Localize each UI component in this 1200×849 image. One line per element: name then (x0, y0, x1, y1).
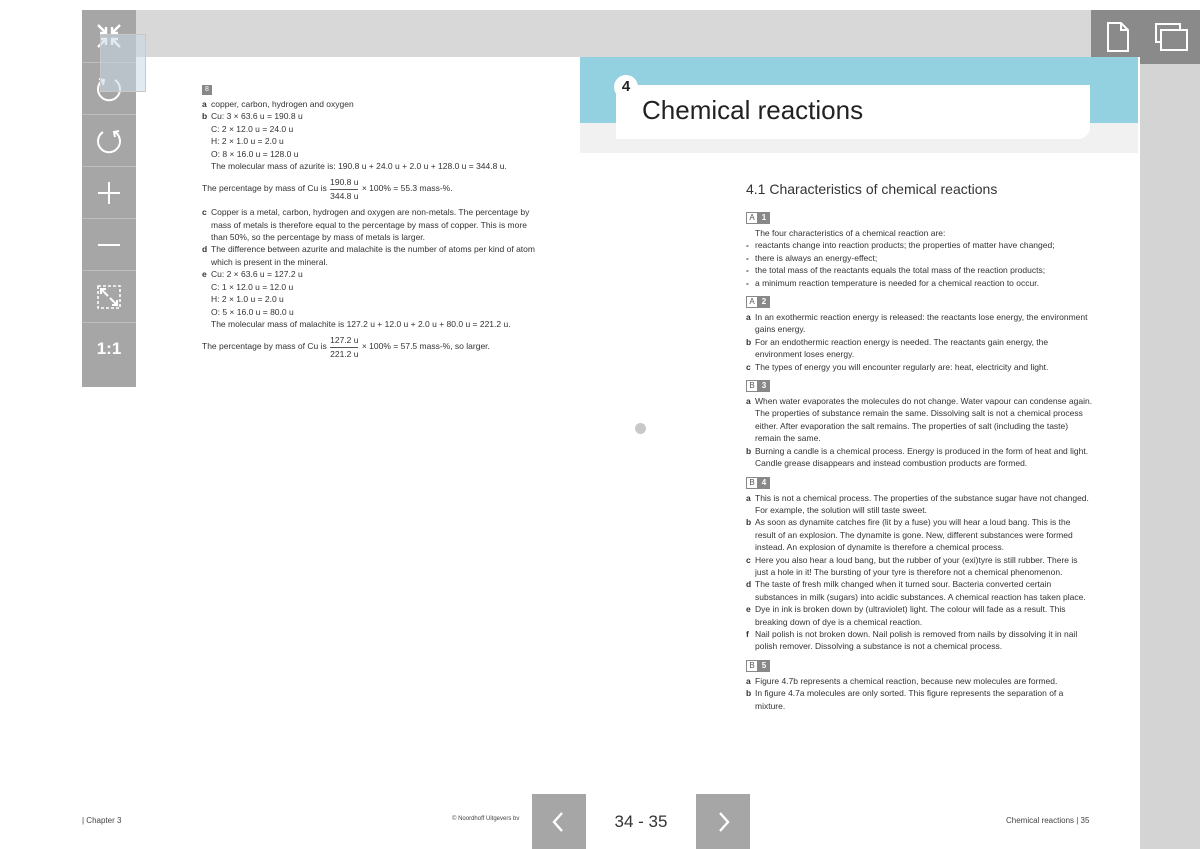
text-line (746, 554, 1106, 566)
item-marker: a (746, 312, 751, 323)
item-marker: - (746, 277, 749, 288)
item-marker: b (746, 336, 752, 347)
line-text: The difference between azurite and malachite is the number of atoms per kind of atom (211, 244, 535, 255)
text-line (746, 277, 1106, 289)
item-marker: a (202, 99, 207, 109)
text-line (746, 348, 1106, 360)
text-line (746, 504, 1106, 516)
fraction-line-1 (202, 176, 582, 202)
line-text: substances in milk (sugars) into acidic substances. A chemical reaction has taken place. (755, 591, 1086, 602)
item-marker: - (746, 252, 749, 263)
line-text: For example, the solution will still taste sweet. (755, 504, 927, 515)
double-page-icon (1154, 22, 1190, 52)
line-text: instead. An explosion of dynamite is therefore a chemical process. (755, 542, 1004, 553)
exercise-block (746, 289, 1106, 373)
line-text: In figure 4.7a molecules are only sorted. This figure represents the separation of a (755, 688, 1064, 699)
text-line (202, 135, 582, 147)
item-marker: b (746, 517, 752, 528)
text-line (746, 687, 1106, 699)
text-line (746, 361, 1106, 373)
text-line (746, 311, 1106, 323)
line-text: C: 1 × 12.0 u = 12.0 u (211, 281, 294, 292)
text-line (746, 492, 1106, 504)
line-text: The types of energy you will encounter regularly are: heat, electricity and light. (755, 361, 1049, 372)
line-text: mass of metals is therefore equal to the percentage by mass of copper. This is more (211, 219, 527, 230)
fraction-prefix: The percentage by mass of Cu is (202, 341, 327, 352)
item-marker: d (746, 579, 752, 590)
line-text: This is not a chemical process. The properties of the substance sugar have not changed. (755, 492, 1089, 503)
line-text: For an endothermic reaction energy is needed. The reactants gain energy, the (755, 336, 1049, 347)
line-text: gains energy. (755, 324, 806, 335)
item-marker: - (746, 265, 749, 276)
text-line (202, 318, 582, 330)
zoom-out-button[interactable] (82, 218, 136, 270)
text-line (746, 616, 1106, 628)
text-line (202, 219, 582, 231)
fraction-numerator: 190.8 u (330, 176, 358, 189)
page-indicator: 34 - 35 (586, 794, 696, 849)
exercise-level: B (746, 380, 758, 392)
exercise-number: 5 (758, 660, 770, 672)
fraction-numerator: 127.2 u (330, 334, 358, 347)
section-title: 4.1 Characteristics of chemical reactions (746, 181, 998, 197)
item-marker: f (746, 628, 749, 639)
fraction-prefix: The percentage by mass of Cu is (202, 183, 327, 194)
text-line (202, 123, 582, 135)
line-text: environment loses energy. (755, 349, 855, 360)
double-page-view-button[interactable] (1145, 10, 1199, 64)
text-line (746, 420, 1106, 432)
text-line (746, 675, 1106, 687)
text-line (202, 293, 582, 305)
text-line (746, 395, 1106, 407)
fraction-denominator: 221.2 u (330, 348, 359, 359)
text-line (746, 227, 1106, 239)
line-text: Cu: 2 × 63.6 u = 127.2 u (211, 269, 303, 280)
line-text: result of an explosion. The dynamite is gone. New, different substances were formed (755, 529, 1073, 540)
left-page (136, 57, 580, 792)
line-text: just a hole in it! The bursting of your tyre is therefore not a chemical phenomenon. (755, 566, 1063, 577)
right-page (580, 57, 1140, 792)
line-text: When water evaporates the molecules do not change. Water vapour can condense again. (755, 396, 1093, 407)
text-line (746, 407, 1106, 419)
text-line (202, 231, 582, 243)
line-text: The four characteristics of a chemical reaction are: (755, 228, 946, 238)
line-text: H: 2 × 1.0 u = 2.0 u (211, 136, 284, 147)
line-text: than 50%, so the percentage by mass of metals is larger. (211, 232, 426, 243)
page-thumbnail-overlay[interactable] (100, 34, 146, 92)
top-strip (82, 10, 1140, 57)
left-page-content (202, 85, 582, 364)
line-text: The molecular mass of malachite is 127.2 u + 12.0 u + 2.0 u + 80.0 u = 221.2 u. (211, 318, 511, 329)
exercise-level: B (746, 660, 758, 672)
text-line (202, 160, 582, 172)
line-text: remain the same. (755, 433, 821, 444)
exercise-level: A (746, 296, 758, 308)
line-text: As soon as dynamite catches fire (lit by a fuse) you will hear a loud bang. This is the (755, 517, 1071, 528)
line-text: reactants change into reaction products; the properties of matter have changed; (755, 240, 1055, 251)
text-line (746, 603, 1106, 615)
text-line (746, 566, 1106, 578)
item-marker: e (202, 269, 207, 280)
line-text: Dye in ink is broken down by (ultraviolet) light. The colour will fade as a result. This (755, 604, 1066, 615)
text-line (746, 541, 1106, 553)
item-marker: a (746, 492, 751, 503)
line-text: Burning a candle is a chemical process. Energy is produced in the form of heat and light. (755, 445, 1089, 456)
text-line (746, 264, 1106, 276)
text-line (746, 700, 1106, 712)
line-text: Figure 4.7b represents a chemical reaction, because new molecules are formed. (755, 675, 1058, 686)
spine-marker (635, 423, 646, 434)
exercise-level: A (746, 212, 758, 224)
text-line (202, 98, 582, 110)
exercise-number: 3 (758, 380, 770, 392)
item-marker: c (746, 554, 751, 565)
line-text: copper, carbon, hydrogen and oxygen (211, 99, 354, 109)
fraction (330, 176, 358, 202)
item-marker: b (746, 445, 752, 456)
text-line (202, 306, 582, 318)
line-text: either. After evaporation the salt remains. The properties of salt (including the taste) (755, 420, 1069, 431)
actual-size-label: 1:1 (96, 338, 122, 358)
text-line (746, 529, 1106, 541)
chevron-right-icon (713, 810, 733, 834)
chapter-title: Chemical reactions (642, 95, 864, 125)
line-text: Candle grease disappears and instead combustion products are formed. (755, 458, 1028, 469)
exercise-badge: 8 (202, 85, 212, 95)
rotate-cw-icon (94, 126, 124, 156)
exercise-block (746, 205, 1106, 289)
text-line (746, 516, 1106, 528)
line-text: polish remover. Dissolving a substance is not a chemical process. (755, 641, 1003, 652)
text-line (746, 578, 1106, 590)
line-text: the total mass of the reactants equals the total mass of the reaction products; (755, 265, 1046, 276)
text-line (746, 457, 1106, 469)
item-marker: b (202, 111, 208, 122)
plus-icon (95, 179, 123, 207)
fraction (330, 334, 358, 360)
minus-icon (95, 231, 123, 259)
line-text: Copper is a metal, carbon, hydrogen and oxygen are non-metals. The percentage by (211, 207, 530, 218)
chevron-left-icon (549, 810, 569, 834)
chapter-number: 4 (614, 75, 638, 99)
text-line (746, 252, 1106, 264)
text-line (746, 336, 1106, 348)
text-line (202, 110, 582, 122)
line-text: O: 5 × 16.0 u = 80.0 u (211, 306, 294, 317)
line-text: The properties of substance remain the same. Dissolving salt is not a chemical process (755, 408, 1083, 419)
line-text: The taste of fresh milk changed when it turned sour. Bacteria converted certain (755, 579, 1052, 590)
text-line (202, 243, 582, 255)
exercise-block (746, 373, 1106, 469)
item-marker: a (746, 675, 751, 686)
line-text: mixture. (755, 700, 786, 711)
exercise-badge (746, 380, 770, 392)
right-page-content (746, 181, 1106, 712)
text-line (746, 640, 1106, 652)
exercise-level: B (746, 477, 758, 489)
item-marker: a (746, 396, 751, 407)
single-page-icon (1105, 21, 1131, 53)
line-text: which is present in the mineral. (211, 256, 328, 267)
actual-size-button[interactable] (82, 322, 136, 374)
line-text: a minimum reaction temperature is needed for a chemical reaction to occur. (755, 277, 1039, 288)
fit-to-page-icon (95, 283, 123, 311)
text-line (746, 591, 1106, 603)
text-line (746, 432, 1106, 444)
footer-copyright: © Noordhoff Uitgevers bv (452, 816, 520, 822)
line-text: C: 2 × 12.0 u = 24.0 u (211, 123, 294, 134)
fraction-suffix: × 100% = 57.5 mass-%, so larger. (361, 341, 490, 352)
exercise-block (746, 470, 1106, 653)
item-marker: e (746, 604, 751, 615)
line-text: breaking down of dye is a chemical reaction. (755, 616, 923, 627)
fraction-suffix: × 100% = 55.3 mass-%. (361, 183, 453, 194)
previous-page-button[interactable] (532, 794, 586, 849)
text-line (746, 628, 1106, 640)
text-line (746, 323, 1106, 335)
line-text: Nail polish is not broken down. Nail polish is removed from nails by dissolving it in nail (755, 628, 1078, 639)
single-page-view-button[interactable] (1091, 10, 1145, 64)
exercise-badge (746, 212, 770, 224)
line-text: In an exothermic reaction energy is released: the reactants lose energy, the environment (755, 312, 1088, 323)
item-marker: b (746, 688, 752, 699)
text-line (746, 239, 1106, 251)
item-marker: d (202, 244, 208, 255)
exercise-number: 4 (758, 477, 770, 489)
fraction-line-2 (202, 334, 582, 360)
zoom-in-button[interactable] (82, 166, 136, 218)
text-line (202, 148, 582, 160)
exercise-badge (746, 477, 770, 489)
rotate-clockwise-button[interactable] (82, 114, 136, 166)
exercise-badge (746, 660, 770, 672)
fraction-denominator: 344.8 u (330, 190, 359, 201)
right-panel (1140, 10, 1200, 849)
fit-page-button[interactable] (82, 270, 136, 322)
line-text: O: 8 × 16.0 u = 128.0 u (211, 148, 299, 159)
exercise-number: 1 (758, 212, 770, 224)
line-text: H: 2 × 1.0 u = 2.0 u (211, 294, 284, 305)
line-text: there is always an energy-effect; (755, 252, 878, 263)
exercise-badge (746, 296, 770, 308)
item-marker: c (746, 361, 751, 372)
item-marker: - (746, 240, 749, 251)
text-line (202, 206, 582, 218)
text-line (746, 445, 1106, 457)
footer-chapter-label: | Chapter 3 (82, 816, 122, 825)
text-line (202, 281, 582, 293)
view-mode-buttons (1091, 10, 1200, 64)
text-line (202, 256, 582, 268)
exercise-number: 2 (758, 296, 770, 308)
exercise-block (746, 653, 1106, 712)
line-text: The molecular mass of azurite is: 190.8 u + 24.0 u + 2.0 u + 128.0 u = 344.8 u. (211, 161, 507, 172)
next-page-button[interactable] (696, 794, 750, 849)
text-line (202, 268, 582, 280)
line-text: Here you also hear a loud bang, but the rubber of your (exi)tyre is still rubber. There is (755, 554, 1078, 565)
footer-page-label: Chemical reactions | 35 (1006, 816, 1090, 825)
item-marker: c (202, 207, 207, 218)
line-text: Cu: 3 × 63.6 u = 190.8 u (211, 111, 303, 122)
